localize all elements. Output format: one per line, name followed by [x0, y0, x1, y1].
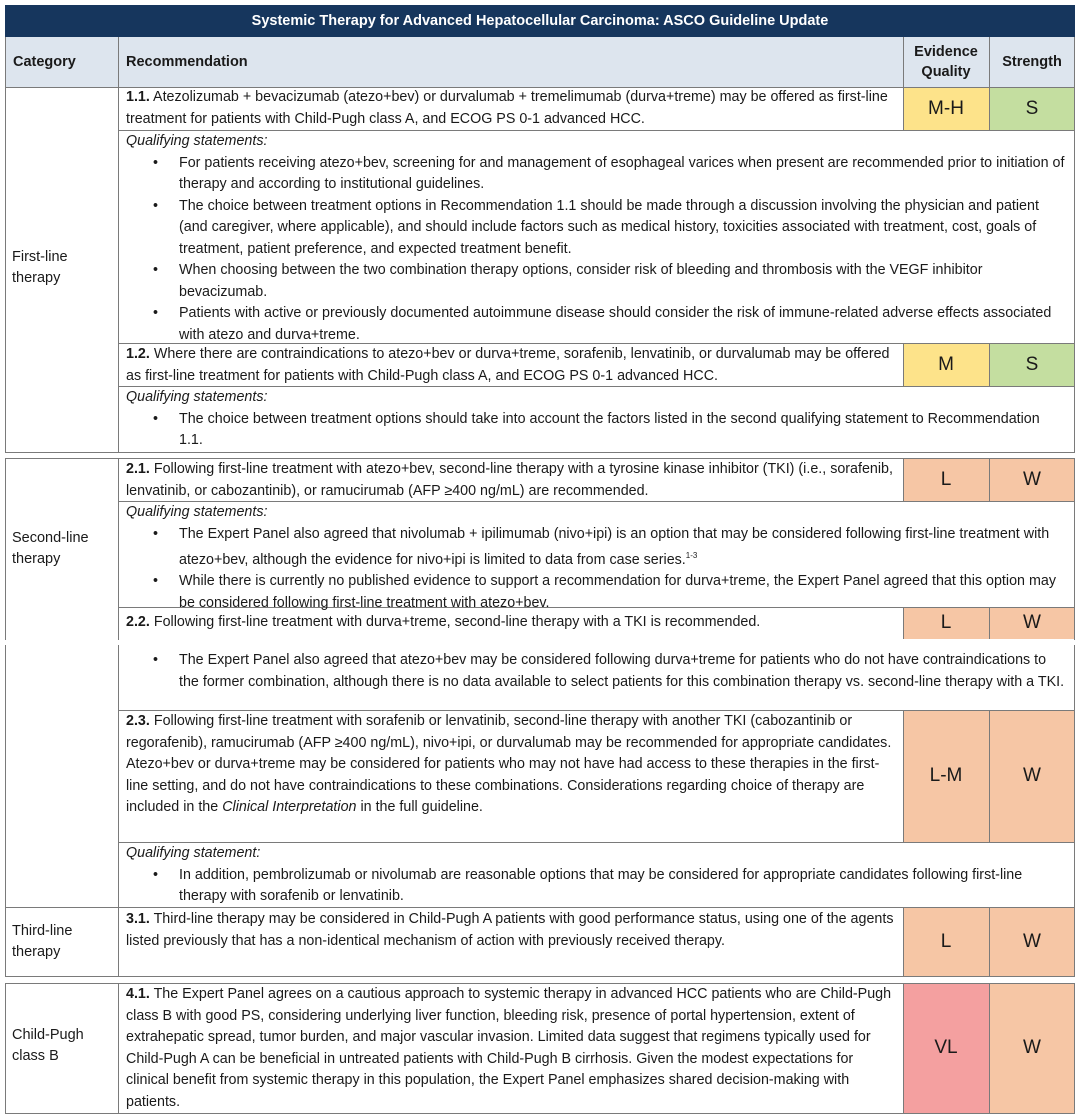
grid-line: [989, 908, 990, 977]
grid-line: [118, 645, 119, 907]
rec-number: 2.2.: [126, 614, 150, 630]
rec-text: Third-line therapy may be considered in Child-Pugh A patients with good performance status, using one of the agents listed previously that has a non-identical mechanism of action with previously received therapy.: [126, 911, 894, 949]
rec-number: 2.1.: [126, 461, 150, 477]
grid-line: [1074, 983, 1075, 1114]
rec-number: 3.1.: [126, 911, 150, 927]
rec-number: 1.1.: [126, 89, 150, 105]
category-third-line: Third-line therapy: [12, 923, 73, 960]
list-item: • The choice between treatment options in Recommendation 1.1 should be made through a discussion involving the physician and patient (and caregiver, where applicable), and should include factors such as medical history, toxicities associated with treatment, cost, goals of treatment, patient preference, and expected treatment benefit.: [179, 196, 1066, 261]
grid-line: [989, 983, 990, 1114]
list-item: • The Expert Panel also agreed that atezo+bev may be considered following durva+treme for patients who do not have contraindications to the former combination, although there is no data available to select patients for this combination therapy vs. second-line therapy with a TKI.: [179, 650, 1066, 693]
evidence-badge-1-2: M: [903, 343, 989, 386]
header-strength: Strength: [1002, 54, 1062, 70]
grid-line: [989, 458, 990, 501]
rec-text: Where there are contraindications to atezo+bev or durva+treme, sorafenib, lenvatinib, or durvalumab may be offered as first-line treatment for patients with Child-Pugh class A, and ECOG PS 0-1 advanced HCC.: [126, 346, 890, 384]
strength-badge-2-2: W: [989, 607, 1075, 639]
rec-text: Following first-line treatment with sorafenib or lenvatinib, second-line therapy with another TKI (cabozantinib or regorafenib), ramucirumab (AFP ≥400 ng/mL), nivo+ipi, or durvalumab may be recommended for appropriate candidates. Atezo+bev or durva+treme may be considered for patients who may not have had access to these therapies in the first-line setting, and do not have contraindications to these combinations. Considerations regarding choice of therapy are included in the: [126, 713, 892, 815]
grid-line: [5, 983, 6, 1114]
grid-line: [118, 908, 119, 977]
evidence-badge-2-3: L-M: [903, 710, 989, 842]
qualifying-2-3: [126, 843, 1066, 908]
qualifying-1-1: [126, 131, 1066, 346]
strength-badge-2-3: W: [989, 710, 1075, 842]
grid-line: [903, 37, 904, 130]
rec-italic-text: Clinical Interpretation: [222, 799, 357, 815]
strength-badge-1-1: S: [989, 87, 1075, 130]
category-second-line: Second-line therapy: [12, 530, 89, 567]
qualifying-label: Qualifying statements:: [126, 133, 268, 149]
grid-line: [989, 710, 990, 842]
grid-line: [118, 983, 119, 1114]
rec-text: Following first-line treatment with durva+treme, second-line therapy with a TKI is recommended.: [153, 614, 761, 630]
grid-line: [903, 908, 904, 977]
qualifying-2-1: [126, 502, 1066, 614]
grid-line: [5, 1113, 1075, 1114]
column-header-row: [5, 37, 1075, 87]
category-first-line: First-line therapy: [12, 249, 68, 286]
grid-line: [1074, 908, 1075, 977]
header-category: Category: [13, 54, 76, 70]
grid-line: [1074, 37, 1075, 453]
grid-line: [5, 645, 6, 907]
qualifying-2-2: [126, 650, 1066, 693]
rec-text: Atezolizumab + bevacizumab (atezo+bev) or durvalumab + tremelimumab (durva+treme) may be offered as first-line treatment for patients with Child-Pugh class A, and ECOG PS 0-1 advanced HCC.: [126, 89, 888, 127]
grid-line: [1074, 458, 1075, 640]
evidence-badge-2-1: L: [903, 458, 989, 501]
rec-number: 4.1.: [126, 986, 150, 1002]
qualifying-label: Qualifying statements:: [126, 504, 268, 520]
recommendation-4-1: [126, 984, 896, 1113]
grid-line: [118, 458, 119, 640]
list-item: • In addition, pembrolizumab or nivolumab are reasonable options that may be considered for appropriate candidates following first-line therapy with sorafenib or lenvatinib.: [179, 865, 1066, 908]
grid-line: [1074, 645, 1075, 907]
grid-line: [5, 458, 6, 640]
qualifying-1-2: [126, 387, 1066, 452]
bullet-text: The Expert Panel also agreed that nivolumab + ipilimumab (nivo+ipi) is an option that may be considered following first-line treatment with atezo+bev, although the evidence for nivo+ipi is limited to data from case series.: [179, 525, 1050, 568]
grid-line: [5, 37, 6, 453]
grid-line: [5, 452, 1075, 453]
grid-line: [903, 343, 904, 386]
rec-number: 1.2.: [126, 346, 150, 362]
rec-text: The Expert Panel agrees on a cautious approach to systemic therapy in advanced HCC patients who are Child-Pugh class B with good PS, considering underlying liver function, bleeding risk, presence of portal hypertension, extent of extrahepatic spread, tumor burden, and major vascular invasion. Limited data suggest that regimens typically used for Child-Pugh A can be beneficial in untreated patients with Child-Pugh B cirrhosis. Given the modest expectations for clinical benefit from systemic therapy in this population, the Expert Panel emphasizes shared decision-making with patients.: [126, 986, 892, 1110]
qualifying-label: Qualifying statement:: [126, 845, 261, 861]
grid-line: [118, 37, 119, 453]
recommendation-2-1: [126, 459, 896, 502]
rec-text: Following first-line treatment with atezo+bev, second-line therapy with a tyrosine kinase inhibitor (TKI) (i.e., sorafenib, lenvatinib, or cabozantinib), or ramucirumab (AFP ≥400 ng/mL) are recommended.: [126, 461, 893, 499]
rec-text-end: in the full guideline.: [356, 799, 483, 815]
strength-badge-1-2: S: [989, 343, 1075, 386]
rec-number: 2.3.: [126, 713, 150, 729]
recommendation-1-2: [126, 344, 896, 387]
list-item: • The choice between treatment options should take into account the factors listed in the second qualifying statement to Recommendation 1.1.: [179, 409, 1066, 452]
grid-line: [903, 710, 904, 842]
recommendation-3-1: [126, 909, 896, 952]
header-recommendation: Recommendation: [126, 54, 248, 70]
qualifying-label: Qualifying statements:: [126, 389, 268, 405]
table-title: Systemic Therapy for Advanced Hepatocellular Carcinoma: ASCO Guideline Update: [5, 5, 1075, 37]
evidence-badge-3-1: L: [903, 908, 989, 976]
list-item: • For patients receiving atezo+bev, screening for and management of esophageal varices when present are recommended prior to initiation of therapy and according to institutional guidelines.: [179, 153, 1066, 196]
strength-badge-4-1: W: [989, 983, 1075, 1113]
list-item: • Patients with active or previously documented autoimmune disease should consider the risk of immune-related adverse effects associated with atezo and durva+treme.: [179, 303, 1066, 346]
citation-superscript: 1-3: [685, 551, 698, 560]
grid-line: [5, 908, 6, 977]
grid-line: [989, 37, 990, 130]
category-child-pugh-b: Child-Pugh class B: [12, 1027, 84, 1064]
list-item: • When choosing between the two combination therapy options, consider risk of bleeding and thrombosis with the VEGF inhibitor bevacizumab.: [179, 260, 1066, 303]
list-item: • While there is currently no published evidence to support a recommendation for durva+treme, the Expert Panel agreed that this option may be considered following first-line treatment with atezo+bev.: [179, 571, 1066, 614]
recommendation-2-2: [126, 612, 896, 634]
recommendation-2-3: [126, 711, 896, 819]
grid-line: [5, 976, 1075, 977]
list-item: [179, 524, 1066, 572]
evidence-badge-1-1: M-H: [903, 87, 989, 130]
recommendation-1-1: [126, 87, 896, 130]
grid-line: [903, 983, 904, 1114]
strength-badge-2-1: W: [989, 458, 1075, 501]
strength-badge-3-1: W: [989, 908, 1075, 976]
grid-line: [989, 343, 990, 386]
grid-line: [903, 458, 904, 501]
header-evidence-quality: Evidence Quality: [914, 44, 978, 80]
evidence-badge-4-1: VL: [903, 983, 989, 1113]
evidence-badge-2-2: L: [903, 607, 989, 639]
